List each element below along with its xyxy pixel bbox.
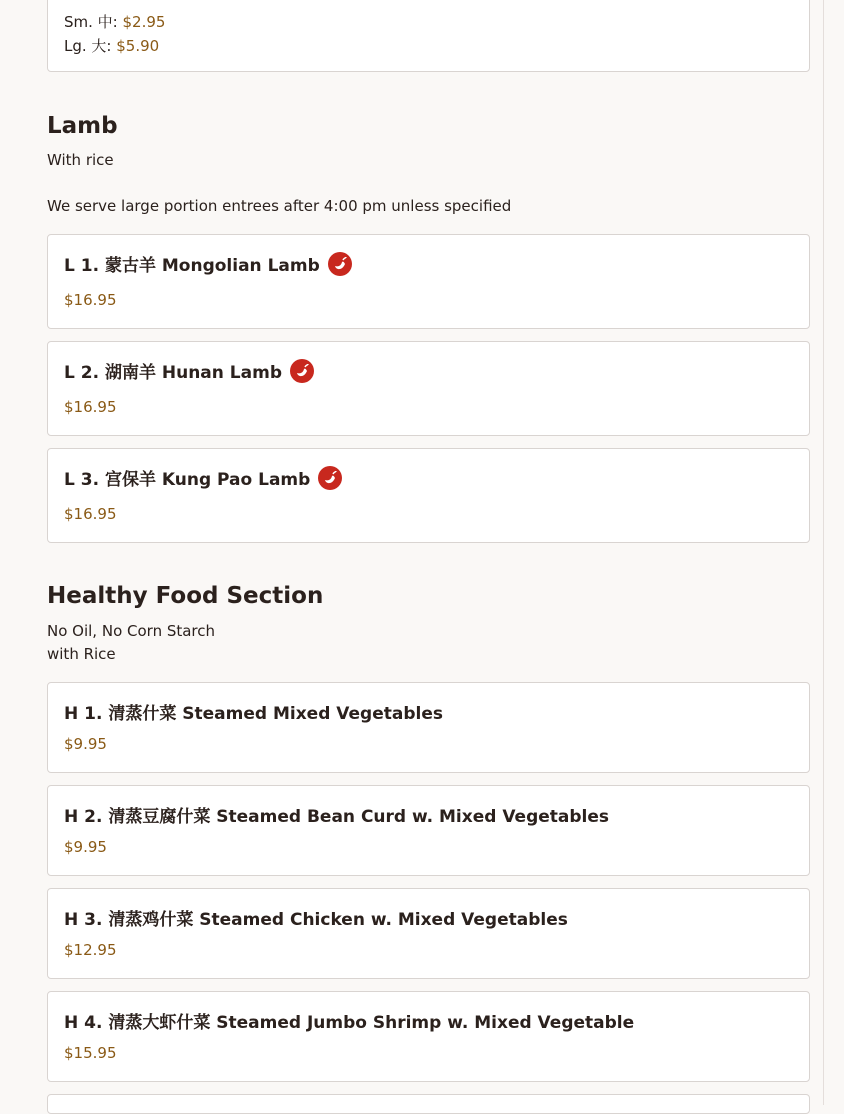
section-subtitle: No Oil, No Corn Starch — [47, 622, 216, 640]
section-title-lamb: Lamb — [47, 113, 118, 139]
size-label: Sm. 中: — [64, 13, 118, 31]
chili-pepper-icon — [328, 252, 352, 276]
size-option-small — [64, 11, 165, 32]
menu-item-name: H 1. 清蒸什菜 Steamed Mixed Vegetables — [64, 704, 443, 724]
menu-item-card[interactable] — [47, 888, 810, 979]
menu-item-name: H 4. 清蒸大虾什菜 Steamed Jumbo Shrimp w. Mixed Vegetable — [64, 1013, 635, 1033]
menu-item-title — [64, 251, 352, 276]
menu-item-card[interactable] — [47, 682, 810, 773]
section-subtitle: with Rice — [47, 645, 116, 663]
menu-item-card-partial[interactable] — [47, 0, 810, 72]
size-price: $2.95 — [122, 13, 166, 31]
menu-item-card[interactable] — [47, 341, 810, 436]
menu-item-price: $16.95 — [64, 398, 117, 416]
section-title-healthy: Healthy Food Section — [47, 583, 324, 609]
section-subtitle: With rice — [47, 151, 114, 169]
size-label: Lg. 大: — [64, 37, 112, 55]
menu-item-name: L 2. 湖南羊 Hunan Lamb — [64, 363, 282, 383]
menu-item-card[interactable] — [47, 448, 810, 543]
menu-item-name: H 2. 清蒸豆腐什菜 Steamed Bean Curd w. Mixed Vegetables — [64, 807, 610, 827]
menu-item-card[interactable] — [47, 991, 810, 1082]
menu-item-name: L 1. 蒙古羊 Mongolian Lamb — [64, 256, 320, 276]
menu-item-title — [64, 358, 314, 383]
menu-item-card[interactable] — [47, 785, 810, 876]
section-note: We serve large portion entrees after 4:00 pm unless specified — [47, 197, 512, 215]
menu-item-price: $9.95 — [64, 735, 107, 753]
menu-item-title — [64, 465, 342, 490]
menu-item-card[interactable] — [47, 234, 810, 329]
chili-pepper-icon — [318, 466, 342, 490]
size-price: $5.90 — [116, 37, 160, 55]
menu-item-card-partial[interactable] — [47, 1094, 810, 1114]
menu-item-price: $9.95 — [64, 838, 107, 856]
menu-item-price: $12.95 — [64, 941, 117, 959]
menu-item-price: $16.95 — [64, 291, 117, 309]
size-option-large — [64, 35, 159, 56]
menu-item-name: L 3. 宫保羊 Kung Pao Lamb — [64, 470, 311, 490]
menu-item-price: $16.95 — [64, 505, 117, 523]
menu-item-price: $15.95 — [64, 1044, 117, 1062]
chili-pepper-icon — [290, 359, 314, 383]
menu-item-name: H 3. 清蒸鸡什菜 Steamed Chicken w. Mixed Vegetables — [64, 910, 568, 930]
